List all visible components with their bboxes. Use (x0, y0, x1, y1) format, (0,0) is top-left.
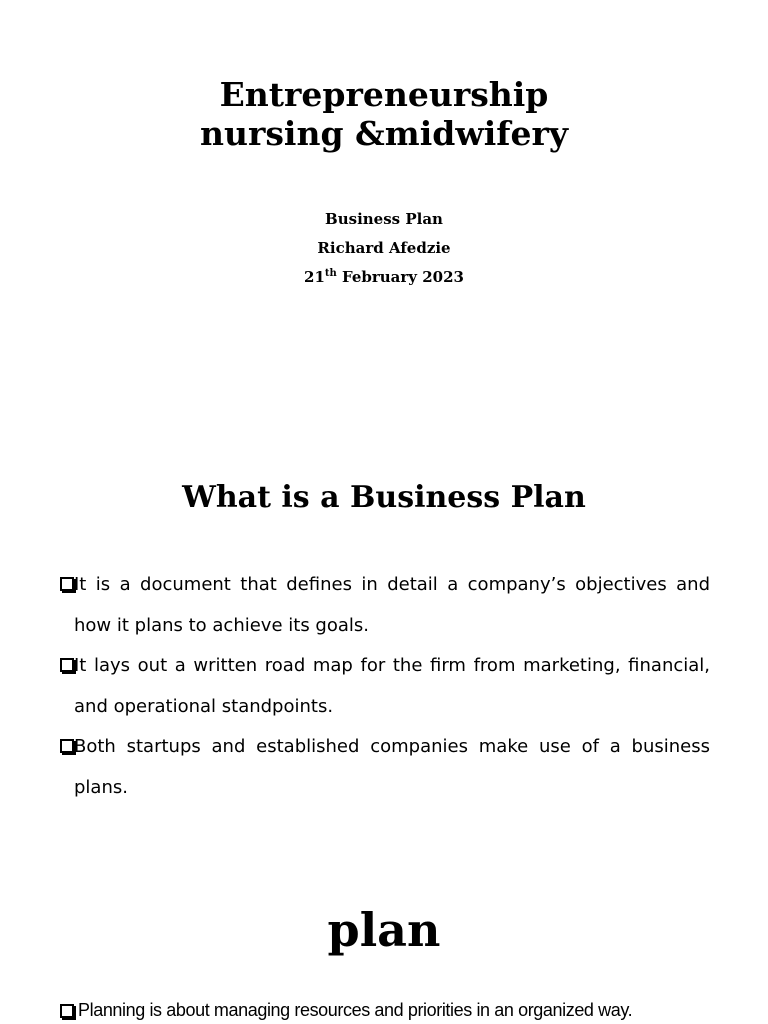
bullet-text: It lays out a written road map for the firm from marketing, financial, and operational standpoints. (74, 655, 710, 717)
bullet-text: Both startups and established companies make use of a business plans. (74, 736, 710, 798)
author-name: Richard Afedzie (317, 239, 451, 257)
section-heading-business-plan: What is a Business Plan (182, 480, 586, 515)
bullet-text: Planning is about managing resources and priorities in an organized way. (78, 1000, 633, 1020)
list-item (58, 646, 710, 727)
title-line-1: Entrepreneurship (219, 75, 549, 114)
subtitle: Business Plan (325, 210, 443, 228)
title-meta (0, 205, 768, 292)
bullet-text: It is a document that defines in detail a company’s objectives and how it plans to achieve its goals. (74, 574, 710, 636)
list-item (58, 727, 710, 808)
date-rest: February 2023 (336, 268, 464, 286)
checkbox-icon (60, 577, 74, 591)
presentation-date (0, 263, 768, 292)
checkbox-icon (60, 739, 74, 753)
checkbox-icon (60, 658, 74, 672)
title-line-2: nursing &midwifery (199, 114, 569, 153)
date-day: 21 (304, 268, 325, 286)
list-item (58, 565, 710, 646)
planning-bullet (58, 998, 758, 1022)
document-title (0, 75, 768, 153)
date-suffix: th (324, 268, 337, 279)
checkbox-icon (60, 1004, 74, 1018)
business-plan-bullet-list (58, 565, 710, 808)
section-heading-plan: plan (327, 903, 441, 957)
